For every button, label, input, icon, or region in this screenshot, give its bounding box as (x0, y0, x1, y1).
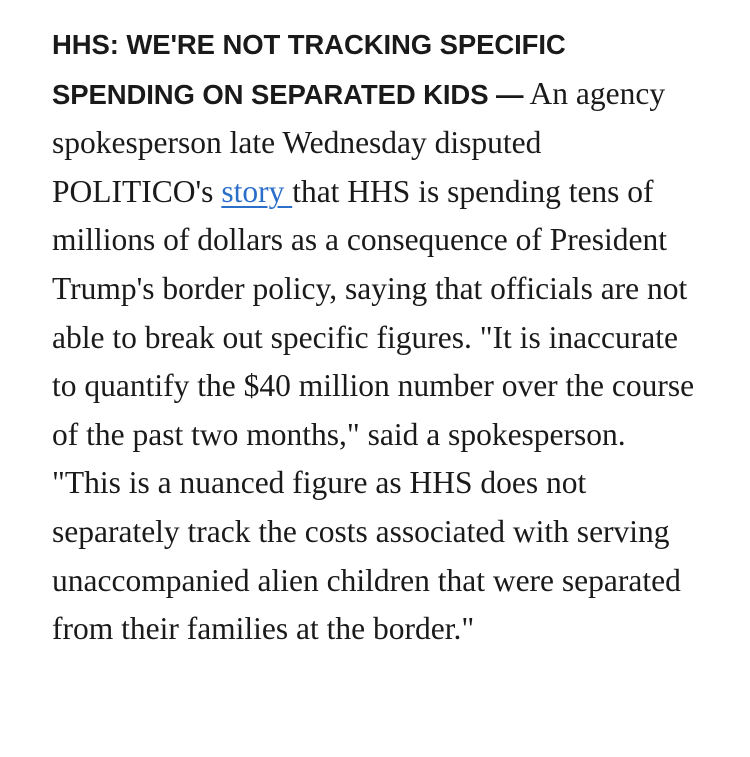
article-body-intro: An agency spokesperson late Wednesday disputed POLITICO's (52, 75, 666, 209)
article-body-rest: that HHS is spending tens of millions of dollars as a consequence of President Trump's border policy, saying that officials are not able to break out specific figures. "It is inaccurate to quantify the $40 million number over the course of the past two months," said a spokesperson. "This is a nuanced figure as HHS does not separately track the costs associated with serving unaccompanied alien children that were separated from their families at the border." (52, 173, 695, 647)
article-headline: HHS: WE'RE NOT TRACKING SPECIFIC SPENDING ON SEPARATED KIDS — (52, 29, 566, 110)
story-link[interactable]: story (221, 173, 293, 209)
article-paragraph (52, 20, 702, 654)
